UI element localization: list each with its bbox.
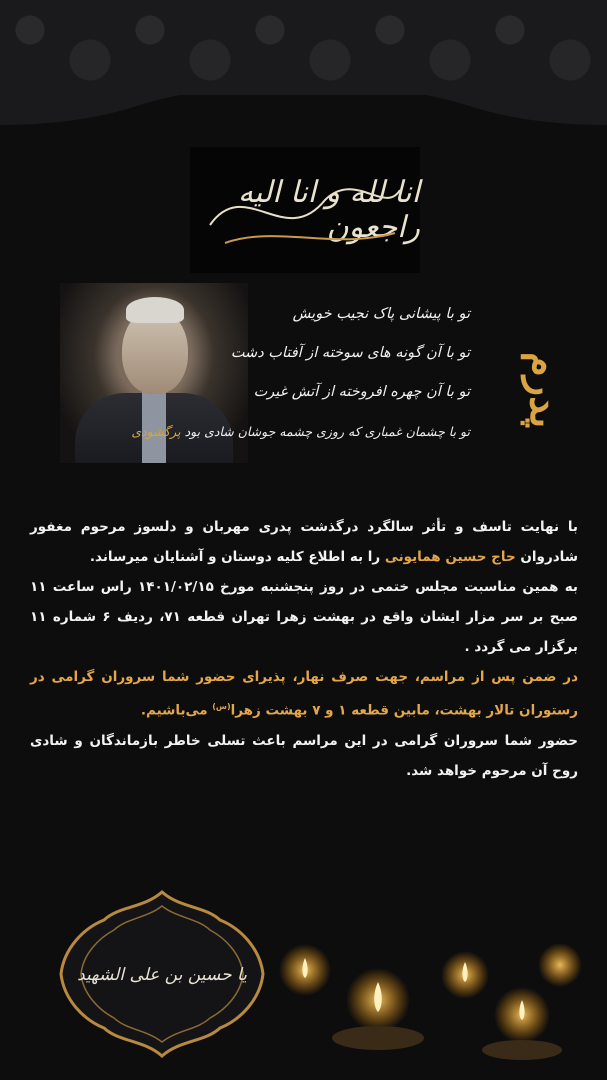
candles-image <box>260 920 607 1080</box>
announcement-paragraph-2: به همین مناسبت مجلس ختمی در روز پنجشنبه مورخ ۱۴۰۱/۰۲/۱۵ راس ساعت ۱۱ صبح بر سر مزار ایشان واقع در بهشت زهرا تهران قطعه ۷۱، ردیف ۶ شماره ۱۱ برگزار می گردد . <box>30 579 578 655</box>
announcement-paragraph-4: حضور شما سروران گرامی در این مراسم باعث تسلی خاطر بازماندگان و شادی روح آن مرحوم خواهد شد. <box>30 732 578 779</box>
poem-line-gold: پرگشودی <box>131 424 181 439</box>
calligraphy-flourish-icon <box>195 155 415 265</box>
honorific-superscript: (س) <box>212 702 231 711</box>
announcement-text <box>30 512 578 786</box>
deceased-name: حاج حسین همایونی <box>384 549 516 565</box>
quran-calligraphy-panel <box>190 147 420 273</box>
poem-line-text: تو با چشمان غمباری که روزی چشمه جوشان شادی بود <box>184 424 470 439</box>
announcement-text-part: می‌باشیم. <box>140 702 213 719</box>
announcement-text-part: در ضمن پس از مراسم، جهت صرف نهار، پذیرای حضور شما سروران گرامی در رستوران تالار بهشت، مابین قطعه ۱ و ۷ بهشت زهرا <box>30 669 578 719</box>
emblem-text: یا حسین بن علی الشهید <box>77 965 247 985</box>
announcement-text-part: با نهایت تاسف و تأثر سالگرد درگذشت پدری مهربان و دلسوز مرحوم مغفور شادروان <box>30 519 578 565</box>
portrait-hair <box>126 297 184 323</box>
title-padaram: پدرم <box>521 351 568 429</box>
announcement-text-part: را به اطلاع کلیه دوستان و آشنایان میرساند. <box>89 549 385 565</box>
poem-line: تو با آن چهره افروخته از آتش غیرت <box>253 384 470 400</box>
calligraphy-text: انا لله و انا الیه راجعون <box>237 175 420 245</box>
poem-line: تو با پیشانی پاک نجیب خویش <box>292 306 470 322</box>
poem-line: تو با آن گونه های سوخته از آفتاب دشت <box>230 345 470 361</box>
announcement-paragraph-3 <box>30 662 578 726</box>
poem <box>131 295 470 451</box>
poem-line <box>131 412 470 451</box>
announcement-paragraph-1 <box>30 512 578 572</box>
ya-hussein-emblem <box>55 888 270 1060</box>
